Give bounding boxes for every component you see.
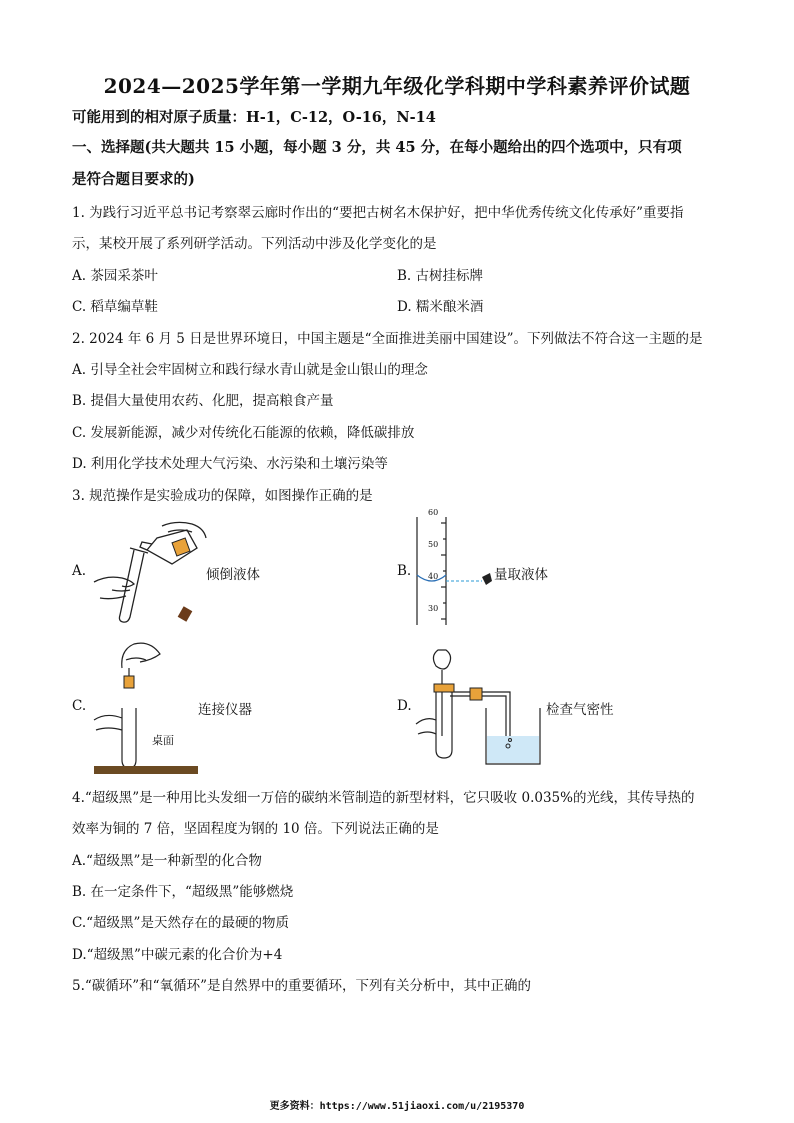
q2-option-a: A. 引导全社会牢固树立和践行绿水青山就是金山银山的理念: [72, 362, 428, 378]
q1-stem-line2: 示，某校开展了系列研学活动。下列活动中涉及化学变化的是: [72, 236, 437, 252]
q2-option-c: C. 发展新能源，减少对传统化石能源的依赖，降低碳排放: [72, 425, 415, 441]
q1-option-d: D. 糯米酿米酒: [397, 299, 484, 315]
cylinder-tick-30: 30: [428, 604, 439, 613]
q2-option-b: B. 提倡大量使用农药、化肥，提高粮食产量: [72, 393, 334, 409]
q3-option-b-letter: B.: [397, 563, 412, 579]
q4-option-c: C.“超级黑”是天然存在的最硬的物质: [72, 915, 289, 931]
q3-option-a-label: 倾倒液体: [206, 567, 260, 583]
q3-option-a-letter: A.: [72, 563, 87, 579]
cylinder-tick-40: 40: [428, 572, 439, 581]
q1-stem-line1: 1. 为践行习近平总书记考察翠云廊时作出的“要把古树名木保护好，把中华优秀传统文化传承好”重要指: [72, 205, 684, 221]
q4-option-b: B. 在一定条件下，“超级黑”能够燃烧: [72, 884, 294, 900]
cylinder-tick-50: 50: [428, 540, 439, 549]
q3-option-b-label: 量取液体: [494, 567, 548, 583]
airtightness-check-illustration: [414, 646, 544, 768]
q3-option-c-label: 连接仪器: [198, 702, 252, 718]
q2-stem: 2. 2024 年 6 月 5 日是世界环境日，中国主题是“全面推进美丽中国建设”。下列做法不符合这一主题的是: [72, 331, 703, 347]
q5-stem: 5.“碳循环”和“氧循环”是自然界中的重要循环，下列有关分析中，其中正确的: [72, 978, 531, 994]
atomic-masses: 可能用到的相对原子质量：H-1，C-12，O-16，N-14: [72, 109, 436, 126]
q3-option-d-letter: D.: [397, 698, 412, 714]
section-heading-line2: 是符合题目要求的): [72, 171, 195, 188]
graduated-cylinder-illustration: [412, 515, 502, 627]
cylinder-tick-60: 60: [428, 508, 439, 517]
q3-option-d-label: 检查气密性: [546, 702, 614, 718]
q4-stem-line1: 4.“超级黑”是一种用比头发细一万倍的碳纳米管制造的新型材料，它只吸收 0.035%的光线，其传导热的: [72, 790, 695, 806]
q4-option-d: D.“超级黑”中碳元素的化合价为+4: [72, 947, 283, 963]
connecting-apparatus-illustration: [92, 638, 202, 776]
q4-stem-line2: 效率为铜的 7 倍，坚固程度为钢的 10 倍。下列说法正确的是: [72, 821, 439, 837]
desk-label: 桌面: [152, 734, 174, 747]
q3-stem: 3. 规范操作是实验成功的保障，如图操作正确的是: [72, 488, 373, 504]
q4-option-a: A.“超级黑”是一种新型的化合物: [72, 853, 262, 869]
q1-option-a: A. 茶园采茶叶: [72, 268, 158, 284]
section-heading-line1: 一、选择题(共大题共 15 小题，每小题 3 分，共 45 分，在每小题给出的四个选项中，只有项: [72, 139, 682, 156]
footer-link[interactable]: 更多资料：https://www.51jiaoxi.com/u/2195370: [269, 1101, 525, 1112]
q1-option-c: C. 稻草编草鞋: [72, 299, 158, 315]
q2-option-d: D. 利用化学技术处理大气污染、水污染和土壤污染等: [72, 456, 388, 472]
q3-option-c-letter: C.: [72, 698, 87, 714]
pouring-liquid-illustration: [92, 520, 212, 625]
q1-option-b: B. 古树挂标牌: [397, 268, 484, 284]
page-title: 2024—2025学年第一学期九年级化学科期中学科素养评价试题: [103, 74, 691, 98]
